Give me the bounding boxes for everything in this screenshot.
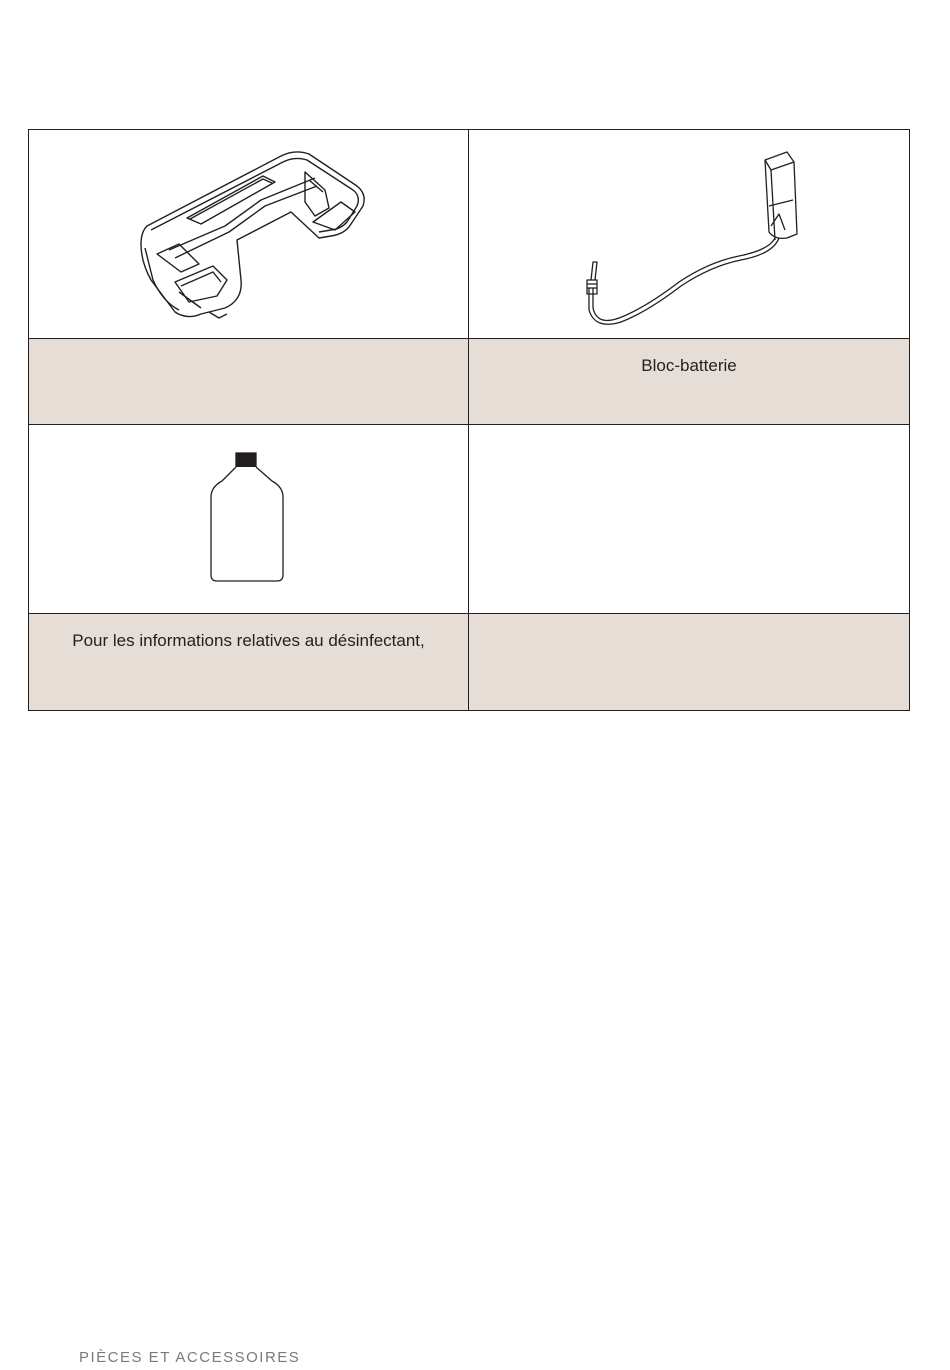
part-image-cell-empty — [469, 425, 910, 614]
base-tray-icon — [29, 130, 469, 339]
part-label — [29, 339, 468, 356]
disinfectant-bottle-icon — [29, 425, 469, 614]
part-label-cell — [29, 339, 469, 425]
part-label — [469, 614, 909, 631]
part-image-cell — [29, 425, 469, 614]
part-label: Bloc-batterie — [641, 356, 737, 375]
battery-pack-icon — [469, 130, 910, 339]
part-label-cell — [29, 614, 469, 711]
part-image-cell — [29, 130, 469, 339]
label-row — [29, 614, 910, 711]
image-row — [29, 130, 910, 339]
parts-table — [28, 129, 910, 711]
section-footer: PIÈCES ET ACCESSOIRES — [79, 1349, 301, 1366]
part-label-cell — [469, 614, 910, 711]
part-image-cell — [469, 130, 910, 339]
label-row — [29, 339, 910, 425]
part-label-cell — [469, 339, 910, 425]
image-row — [29, 425, 910, 614]
part-label: Pour les informations relatives au désinfectant, — [72, 631, 425, 650]
